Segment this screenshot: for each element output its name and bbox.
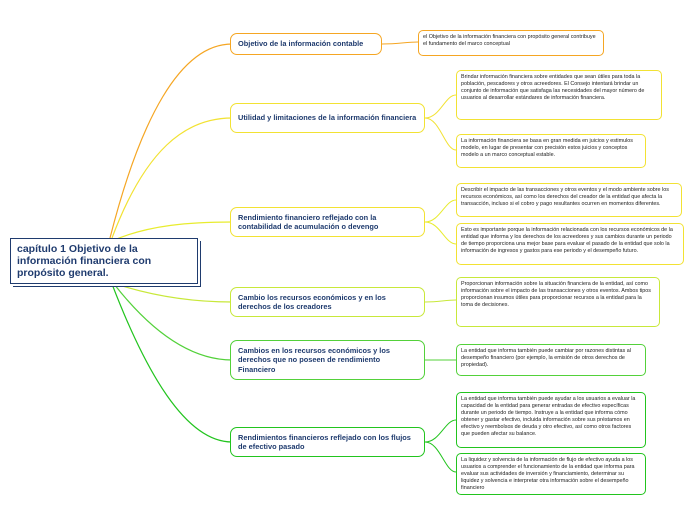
branch-title: Cambio los recursos económicos y en los derechos de los creadores — [238, 292, 386, 311]
branch-cambio-recursos-derechos[interactable] — [230, 287, 425, 317]
detail-liquidez-solvencia[interactable] — [456, 453, 646, 495]
detail-text: Esto es importante porque la información relacionada con los recursos económicos de la entidad que informa y los derechos de los acreedores y sus cambios durante un periodo de tiempo proporciona una mejor base para evaluar el pasado de la entidad que solo la información de ingresos y gastos para ese periodo y el desempeño futuro. — [461, 227, 673, 254]
branch-flujos-efectivo[interactable] — [230, 427, 425, 457]
detail-juicios-estimulos[interactable] — [456, 134, 646, 168]
branch-rendimiento-acumulacion[interactable] — [230, 207, 425, 237]
detail-objetivo-informacion[interactable] — [418, 30, 604, 56]
detail-text: La entidad que informa también puede cambiar por razones distintas al desempeño financiero (por ejemplo, la emisión de otros derechos de propiedad). — [461, 348, 631, 368]
detail-razones-distintas[interactable] — [456, 344, 646, 376]
branch-objetivo-informacion-contable[interactable] — [230, 33, 382, 55]
branch-cambios-no-rendimiento[interactable] — [230, 340, 425, 380]
branch-title: Objetivo de la información contable — [238, 39, 364, 49]
detail-text: Proporcionan información sobre la situación financiera de la entidad, así como información sobre el impacto de las transacciones y otros eventos. Ambos tipos proporcionan insumos útiles para proporcionar recursos a la entidad para la toma de decisiones. — [461, 281, 651, 308]
branch-title: Rendimientos financieros reflejado con los flujos de efectivo pasado — [238, 432, 411, 451]
detail-situacion-financiera[interactable] — [456, 277, 660, 327]
detail-text: el Objetivo de la información financiera con propósito general contribuye el fundamento del marco conceptual — [423, 34, 596, 47]
branch-title: Utilidad y limitaciones de la información financiera — [238, 113, 417, 123]
branch-utilidad-limitaciones[interactable] — [230, 103, 425, 133]
root-topic[interactable]: capítulo 1 Objetivo de la información financiera con propósito general. — [10, 238, 198, 284]
detail-capacidad-entradas-efectivo[interactable] — [456, 392, 646, 448]
detail-text: Brindar información financiera sobre entidades que sean útiles para toda la población, pescadores y otros acreedores. El Consejo intentará brindar un conjunto de información que satisfaga las necesidades del mayor número de usuarios al desarrollar estándares de información financiera. — [461, 74, 645, 101]
detail-text: La entidad que informa también puede ayudar a los usuarios a evaluar la capacidad de la entidad para generar entradas de efectivo específicas durante un periodo de tiempo. Instruye a la entidad que informa cómo obtener y gastar efectivo, incluida información sobre sus préstamos en efectivo y reembolsos de deuda y otro efectivo, así como otros factores que pueden afectar su balance. — [461, 396, 636, 437]
detail-brindar-informacion[interactable] — [456, 70, 662, 120]
detail-text: La liquidez y solvencia de la información de flujo de efectivo ayuda a los usuarios a comprender el funcionamiento de la entidad que informa para evaluar sus actividades de inversión y financiamiento, determinar su liquidez y solvencia e interpretar otra información sobre el desempeño financiero — [461, 457, 635, 491]
branch-title: Rendimiento financiero reflejado con la contabilidad de acumulación o devengo — [238, 212, 379, 231]
detail-impacto-transacciones[interactable] — [456, 183, 682, 217]
branch-title: Cambios en los recursos económicos y los derechos que no poseen de rendimiento Financiero — [238, 345, 390, 374]
detail-importancia-recursos[interactable] — [456, 223, 684, 265]
detail-text: Describir el impacto de las transacciones y otros eventos y el modo ambiente sobre los recursos económicos, así como los derechos del creador de la entidad que afecta la transacción, incluso si el cobro y pago resultantes ocurren en momentos diferentes. — [461, 187, 669, 207]
detail-text: La información financiera se basa en gran medida en juicios y estimulos modelo, en lugar de presentar con precisión estos juicios y conceptos modelo a un marco conceptual estable. — [461, 138, 633, 158]
